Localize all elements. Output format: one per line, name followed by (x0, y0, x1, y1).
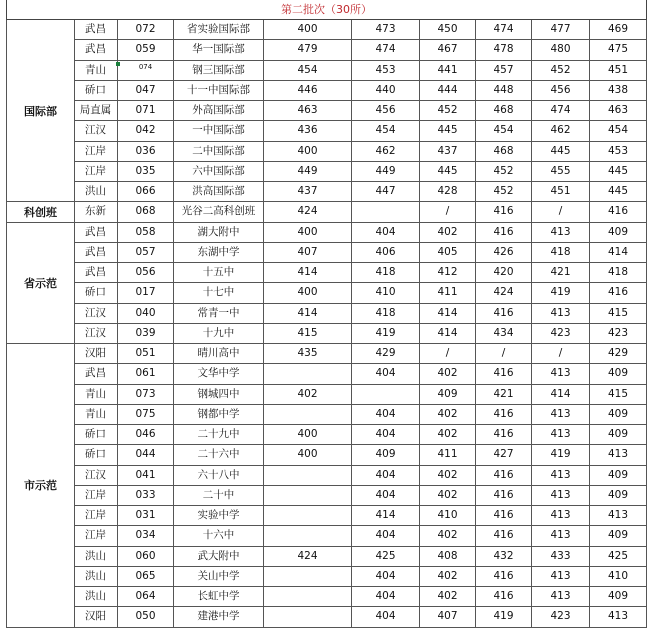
score-a-cell: 436 (264, 121, 352, 141)
code-cell: 064 (118, 587, 174, 607)
score-c-cell: 411 (420, 283, 476, 303)
district-cell: 武昌 (74, 20, 118, 40)
score-c-cell: 450 (420, 20, 476, 40)
score-b-cell: 404 (352, 425, 420, 445)
group-label: 市示范 (6, 344, 75, 628)
school-cell: 常青一中 (174, 304, 264, 324)
score-a-cell: 449 (264, 162, 352, 182)
score-f-cell: 425 (590, 547, 647, 567)
score-c-cell: 467 (420, 40, 476, 60)
score-d-cell: 426 (476, 243, 532, 263)
score-e-cell: 474 (532, 101, 590, 121)
score-d-cell: 452 (476, 182, 532, 202)
score-e-cell: 413 (532, 466, 590, 486)
score-d-cell: 416 (476, 405, 532, 425)
score-b-cell: 404 (352, 567, 420, 587)
score-a-cell: 437 (264, 182, 352, 202)
district-cell: 江岸 (74, 486, 118, 506)
school-cell: 湖大附中 (174, 223, 264, 243)
score-c-cell: 402 (420, 587, 476, 607)
school-cell: 洪高国际部 (174, 182, 264, 202)
code-cell: 033 (118, 486, 174, 506)
score-c-cell: 402 (420, 223, 476, 243)
district-cell: 硚口 (74, 445, 118, 465)
code-cell: 051 (118, 344, 174, 364)
score-c-cell: 412 (420, 263, 476, 283)
school-cell: 文华中学 (174, 364, 264, 384)
score-a-cell: 400 (264, 223, 352, 243)
code-cell: 046 (118, 425, 174, 445)
school-cell: 晴川高中 (174, 344, 264, 364)
school-cell: 建港中学 (174, 607, 264, 627)
score-c-cell: 410 (420, 506, 476, 526)
score-e-cell: 413 (532, 506, 590, 526)
school-cell: 武大附中 (174, 547, 264, 567)
district-cell: 江岸 (74, 526, 118, 546)
score-a-cell: 400 (264, 283, 352, 303)
school-cell: 十七中 (174, 283, 264, 303)
score-e-cell: 413 (532, 425, 590, 445)
score-d-cell: 474 (476, 20, 532, 40)
code-cell: 071 (118, 101, 174, 121)
school-cell: 六十八中 (174, 466, 264, 486)
score-e-cell: 413 (532, 587, 590, 607)
score-b-cell: 418 (352, 304, 420, 324)
score-c-cell: 402 (420, 364, 476, 384)
score-f-cell: 416 (590, 283, 647, 303)
score-d-cell: 416 (476, 466, 532, 486)
school-cell: 二十九中 (174, 425, 264, 445)
code-cell: 042 (118, 121, 174, 141)
score-c-cell: 407 (420, 607, 476, 627)
score-c-cell: 409 (420, 385, 476, 405)
score-b-cell: 404 (352, 486, 420, 506)
score-c-cell: / (420, 344, 476, 364)
score-f-cell: 445 (590, 182, 647, 202)
code-cell: 035 (118, 162, 174, 182)
district-cell: 江岸 (74, 162, 118, 182)
score-e-cell: 433 (532, 547, 590, 567)
score-d-cell: 416 (476, 587, 532, 607)
score-b-cell: 447 (352, 182, 420, 202)
score-d-cell: 416 (476, 304, 532, 324)
score-c-cell: 405 (420, 243, 476, 263)
score-b-cell: 404 (352, 364, 420, 384)
score-c-cell: 408 (420, 547, 476, 567)
district-cell: 江汉 (74, 324, 118, 344)
code-cell: 072 (118, 20, 174, 40)
score-f-cell: 409 (590, 223, 647, 243)
score-c-cell: 402 (420, 425, 476, 445)
score-b-cell: 449 (352, 162, 420, 182)
group-label: 国际部 (6, 20, 75, 202)
score-f-cell: 423 (590, 324, 647, 344)
score-f-cell: 415 (590, 304, 647, 324)
score-d-cell: 416 (476, 506, 532, 526)
code-cell: 050 (118, 607, 174, 627)
cell-marker (116, 62, 120, 66)
score-f-cell: 469 (590, 20, 647, 40)
group-label: 省示范 (6, 223, 75, 345)
district-cell: 青山 (74, 405, 118, 425)
district-cell: 江汉 (74, 121, 118, 141)
code-cell: 031 (118, 506, 174, 526)
score-e-cell: 445 (532, 142, 590, 162)
score-f-cell: 429 (590, 344, 647, 364)
code-cell: 073 (118, 385, 174, 405)
district-cell: 武昌 (74, 263, 118, 283)
district-cell: 武昌 (74, 243, 118, 263)
score-b-cell: 410 (352, 283, 420, 303)
score-f-cell: 409 (590, 364, 647, 384)
score-a-cell: 400 (264, 445, 352, 465)
school-cell: 钢三国际部 (174, 61, 264, 81)
school-cell: 东湖中学 (174, 243, 264, 263)
score-c-cell: 402 (420, 526, 476, 546)
table-title: 第二批次（30所） (6, 0, 647, 20)
school-cell: 十六中 (174, 526, 264, 546)
district-cell: 武昌 (74, 40, 118, 60)
school-cell: 十一中国际部 (174, 81, 264, 101)
school-cell: 钢都中学 (174, 405, 264, 425)
score-d-cell: 416 (476, 486, 532, 506)
score-a-cell: 400 (264, 142, 352, 162)
score-d-cell: 419 (476, 607, 532, 627)
score-e-cell: 419 (532, 445, 590, 465)
score-b-cell: 473 (352, 20, 420, 40)
score-b-cell: 453 (352, 61, 420, 81)
score-e-cell: / (532, 344, 590, 364)
score-f-cell: 451 (590, 61, 647, 81)
score-e-cell: 451 (532, 182, 590, 202)
school-cell: 二十六中 (174, 445, 264, 465)
score-a-cell (264, 506, 352, 526)
score-f-cell: 409 (590, 425, 647, 445)
code-cell: 075 (118, 405, 174, 425)
score-f-cell: 413 (590, 506, 647, 526)
score-e-cell: 419 (532, 283, 590, 303)
code-cell: 057 (118, 243, 174, 263)
score-b-cell: 425 (352, 547, 420, 567)
score-e-cell: 423 (532, 607, 590, 627)
score-e-cell: 423 (532, 324, 590, 344)
score-d-cell: 448 (476, 81, 532, 101)
district-cell: 局直属 (74, 101, 118, 121)
district-cell: 东新 (74, 202, 118, 222)
score-c-cell: 402 (420, 486, 476, 506)
score-f-cell: 413 (590, 607, 647, 627)
district-cell: 汉阳 (74, 344, 118, 364)
score-e-cell: 413 (532, 223, 590, 243)
district-cell: 江汉 (74, 304, 118, 324)
score-e-cell: 477 (532, 20, 590, 40)
score-a-cell: 479 (264, 40, 352, 60)
score-f-cell: 409 (590, 486, 647, 506)
score-b-cell: 404 (352, 526, 420, 546)
score-d-cell: 427 (476, 445, 532, 465)
score-b-cell: 474 (352, 40, 420, 60)
school-cell: 钢城四中 (174, 385, 264, 405)
score-b-cell: 404 (352, 607, 420, 627)
score-d-cell: 416 (476, 425, 532, 445)
score-f-cell: 463 (590, 101, 647, 121)
group-label: 科创班 (6, 202, 75, 222)
score-e-cell: 462 (532, 121, 590, 141)
score-c-cell: 428 (420, 182, 476, 202)
score-e-cell: 456 (532, 81, 590, 101)
school-cell: 十九中 (174, 324, 264, 344)
code-cell: 060 (118, 547, 174, 567)
district-cell: 武昌 (74, 364, 118, 384)
score-d-cell: 434 (476, 324, 532, 344)
score-b-cell: 418 (352, 263, 420, 283)
district-cell: 武昌 (74, 223, 118, 243)
score-d-cell: 452 (476, 162, 532, 182)
score-c-cell: 444 (420, 81, 476, 101)
code-cell: 068 (118, 202, 174, 222)
district-cell: 洪山 (74, 567, 118, 587)
code-cell: 061 (118, 364, 174, 384)
code-cell: 058 (118, 223, 174, 243)
code-cell: 047 (118, 81, 174, 101)
score-a-cell: 407 (264, 243, 352, 263)
score-d-cell: 421 (476, 385, 532, 405)
school-cell: 省实验国际部 (174, 20, 264, 40)
school-cell: 十五中 (174, 263, 264, 283)
score-f-cell: 410 (590, 567, 647, 587)
score-c-cell: / (420, 202, 476, 222)
district-cell: 江岸 (74, 506, 118, 526)
score-a-cell (264, 567, 352, 587)
score-e-cell: 418 (532, 243, 590, 263)
score-b-cell (352, 202, 420, 222)
score-d-cell: 416 (476, 364, 532, 384)
score-f-cell: 409 (590, 587, 647, 607)
score-d-cell: 416 (476, 526, 532, 546)
score-e-cell: 414 (532, 385, 590, 405)
score-f-cell: 475 (590, 40, 647, 60)
score-b-cell: 406 (352, 243, 420, 263)
score-a-cell (264, 486, 352, 506)
score-e-cell: 413 (532, 405, 590, 425)
score-a-cell: 424 (264, 202, 352, 222)
score-a-cell: 400 (264, 20, 352, 40)
score-e-cell: 413 (532, 486, 590, 506)
district-cell: 硚口 (74, 425, 118, 445)
school-cell: 二十中 (174, 486, 264, 506)
code-cell: 034 (118, 526, 174, 546)
district-cell: 硚口 (74, 81, 118, 101)
code-cell: 036 (118, 142, 174, 162)
score-f-cell: 409 (590, 405, 647, 425)
score-b-cell: 454 (352, 121, 420, 141)
score-a-cell (264, 466, 352, 486)
score-c-cell: 452 (420, 101, 476, 121)
score-a-cell (264, 364, 352, 384)
district-cell: 江岸 (74, 142, 118, 162)
district-cell: 洪山 (74, 182, 118, 202)
score-d-cell: 420 (476, 263, 532, 283)
score-c-cell: 414 (420, 324, 476, 344)
school-cell: 华一国际部 (174, 40, 264, 60)
score-d-cell: 416 (476, 567, 532, 587)
score-b-cell (352, 385, 420, 405)
school-cell: 光谷二高科创班 (174, 202, 264, 222)
score-a-cell: 400 (264, 425, 352, 445)
school-cell: 外高国际部 (174, 101, 264, 121)
score-d-cell: / (476, 344, 532, 364)
score-f-cell: 415 (590, 385, 647, 405)
score-f-cell: 453 (590, 142, 647, 162)
score-d-cell: 468 (476, 101, 532, 121)
district-cell: 硚口 (74, 283, 118, 303)
score-d-cell: 416 (476, 223, 532, 243)
score-a-cell (264, 405, 352, 425)
school-cell: 长虹中学 (174, 587, 264, 607)
score-a-cell: 415 (264, 324, 352, 344)
score-b-cell: 429 (352, 344, 420, 364)
score-b-cell: 462 (352, 142, 420, 162)
score-b-cell: 440 (352, 81, 420, 101)
district-cell: 青山 (74, 385, 118, 405)
score-b-cell: 414 (352, 506, 420, 526)
score-f-cell: 445 (590, 162, 647, 182)
score-e-cell: 421 (532, 263, 590, 283)
school-cell: 六中国际部 (174, 162, 264, 182)
score-b-cell: 409 (352, 445, 420, 465)
code-cell: 066 (118, 182, 174, 202)
score-c-cell: 402 (420, 405, 476, 425)
score-d-cell: 432 (476, 547, 532, 567)
score-a-cell: 435 (264, 344, 352, 364)
code-cell: 056 (118, 263, 174, 283)
score-d-cell: 454 (476, 121, 532, 141)
score-c-cell: 445 (420, 121, 476, 141)
code-cell: 074 (118, 61, 174, 81)
score-f-cell: 416 (590, 202, 647, 222)
score-c-cell: 445 (420, 162, 476, 182)
score-a-cell: 414 (264, 304, 352, 324)
score-d-cell: 457 (476, 61, 532, 81)
score-b-cell: 404 (352, 223, 420, 243)
score-b-cell: 456 (352, 101, 420, 121)
school-cell: 一中国际部 (174, 121, 264, 141)
code-cell: 040 (118, 304, 174, 324)
score-a-cell: 454 (264, 61, 352, 81)
score-c-cell: 402 (420, 466, 476, 486)
score-b-cell: 404 (352, 587, 420, 607)
score-a-cell: 424 (264, 547, 352, 567)
score-e-cell: / (532, 202, 590, 222)
score-e-cell: 452 (532, 61, 590, 81)
score-e-cell: 480 (532, 40, 590, 60)
score-f-cell: 409 (590, 526, 647, 546)
score-d-cell: 468 (476, 142, 532, 162)
code-cell: 044 (118, 445, 174, 465)
score-f-cell: 409 (590, 466, 647, 486)
score-e-cell: 413 (532, 364, 590, 384)
score-b-cell: 404 (352, 466, 420, 486)
score-b-cell: 419 (352, 324, 420, 344)
district-cell: 江汉 (74, 466, 118, 486)
score-f-cell: 454 (590, 121, 647, 141)
score-d-cell: 424 (476, 283, 532, 303)
score-b-cell: 404 (352, 405, 420, 425)
score-f-cell: 413 (590, 445, 647, 465)
district-cell: 汉阳 (74, 607, 118, 627)
score-d-cell: 478 (476, 40, 532, 60)
code-cell: 039 (118, 324, 174, 344)
district-cell: 青山 (74, 61, 118, 81)
score-a-cell (264, 526, 352, 546)
score-f-cell: 438 (590, 81, 647, 101)
code-cell: 059 (118, 40, 174, 60)
score-e-cell: 413 (532, 304, 590, 324)
score-a-cell (264, 587, 352, 607)
score-a-cell: 463 (264, 101, 352, 121)
score-e-cell: 413 (532, 567, 590, 587)
score-c-cell: 441 (420, 61, 476, 81)
school-cell: 二中国际部 (174, 142, 264, 162)
code-cell: 041 (118, 466, 174, 486)
score-e-cell: 413 (532, 526, 590, 546)
score-d-cell: 416 (476, 202, 532, 222)
score-a-cell: 446 (264, 81, 352, 101)
score-a-cell: 414 (264, 263, 352, 283)
score-f-cell: 418 (590, 263, 647, 283)
school-cell: 实验中学 (174, 506, 264, 526)
code-cell: 017 (118, 283, 174, 303)
district-cell: 洪山 (74, 547, 118, 567)
score-a-cell: 402 (264, 385, 352, 405)
score-e-cell: 455 (532, 162, 590, 182)
score-c-cell: 411 (420, 445, 476, 465)
score-c-cell: 437 (420, 142, 476, 162)
score-f-cell: 414 (590, 243, 647, 263)
school-cell: 关山中学 (174, 567, 264, 587)
score-a-cell (264, 607, 352, 627)
score-c-cell: 414 (420, 304, 476, 324)
district-cell: 洪山 (74, 587, 118, 607)
code-cell: 065 (118, 567, 174, 587)
score-c-cell: 402 (420, 567, 476, 587)
